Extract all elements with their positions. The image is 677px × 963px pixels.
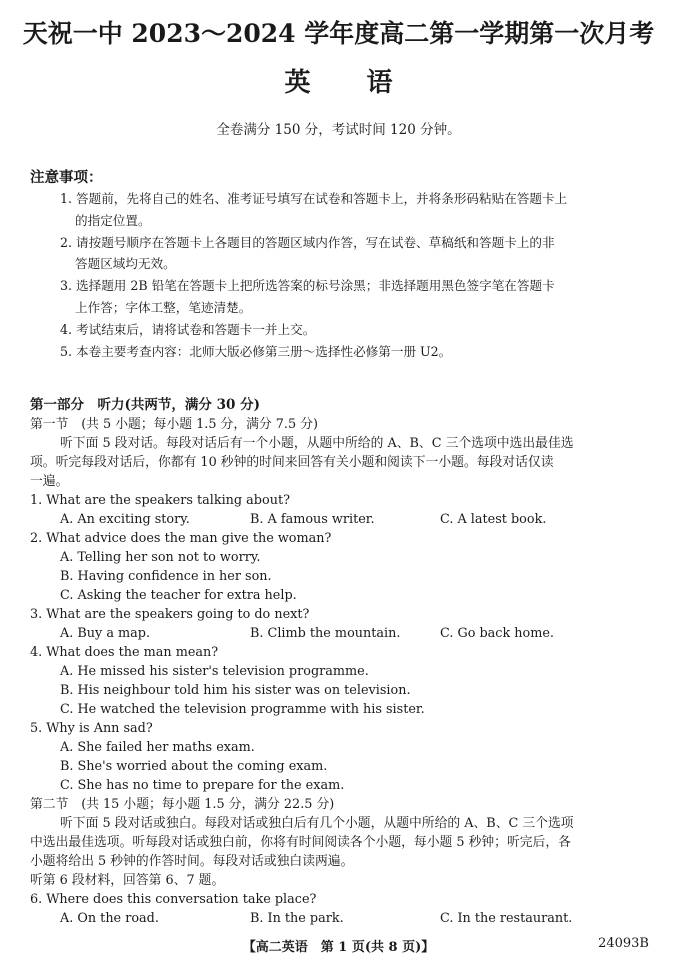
subject-char-1: 英: [284, 68, 311, 98]
paper-code: 24093B: [598, 936, 649, 951]
listening-part: [30, 396, 660, 928]
option-c: C. She has no time to prepare for the exam.: [60, 778, 345, 793]
instruction-line: 听下面 5 段对话或独白。每段对话或独白后有几个小题，从题中所给的 A、B、C 三个选项: [60, 816, 574, 831]
notice-item: [60, 275, 660, 319]
option-a: A. Buy a map.: [60, 626, 151, 641]
subject-title: [0, 62, 677, 99]
option-row: [30, 624, 660, 643]
question-stem: 6. Where does this conversation take place?: [30, 892, 317, 907]
option-row: [30, 909, 660, 928]
option-b: B. Having confidence in her son.: [60, 569, 272, 584]
page-number: 【高二英语 第 1 页(共 8 页)】: [242, 940, 435, 955]
part-heading: 第一部分 听力(共两节，满分 30 分): [30, 397, 260, 413]
option-a: A. An exciting story.: [60, 512, 190, 527]
notice-item: [60, 319, 660, 341]
notice-line: 5. 本卷主要考查内容：北师大版必修第三册～选择性必修第一册 U2。: [60, 343, 452, 359]
question-stem: 3. What are the speakers going to do next?: [30, 607, 310, 622]
notice-line: 2. 请按题号顺序在答题卡上各题目的答题区域内作答，写在试卷、草稿纸和答题卡上的非: [60, 234, 555, 250]
question-stem: 2. What advice does the man give the woman?: [30, 531, 332, 546]
notice-line: 4. 考试结束后，请将试卷和答题卡一并上交。: [60, 321, 316, 337]
notice-line: 3. 选择题用 2B 铅笔在答题卡上把所选答案的标号涂黑；非选择题用黑色签字笔在答题卡: [60, 278, 555, 294]
instruction-line: 中选出最佳选项。听每段对话或独白前，你将有时间阅读各个小题，每小题 5 秒钟；听完后，各: [30, 835, 571, 850]
exam-title: 天祝一中 2023～2024 学年度高二第一学期第一次月考: [22, 19, 655, 48]
notice-line: 答题区域均无效。: [75, 256, 176, 272]
subject-char-2: 语: [366, 68, 393, 98]
notice-line: 的指定位置。: [75, 212, 151, 228]
option-b: B. She's worried about the coming exam.: [60, 759, 328, 774]
option-c: C. A latest book.: [440, 512, 547, 527]
section-heading: 第一节 (共 5 小题；每小题 1.5 分，满分 7.5 分): [30, 417, 318, 432]
notice-item: [60, 188, 660, 232]
section-heading: 第二节 (共 15 小题；每小题 1.5 分，满分 22.5 分): [30, 797, 335, 812]
notice-item: [60, 341, 660, 363]
option-a: A. She failed her maths exam.: [60, 740, 255, 755]
option-c: C. Go back home.: [440, 626, 554, 641]
option-b: B. In the park.: [250, 911, 344, 926]
instruction-line: 一遍。: [30, 474, 69, 489]
option-row: [30, 510, 660, 529]
option-a: A. Telling her son not to worry.: [60, 550, 261, 565]
option-c: C. Asking the teacher for extra help.: [60, 588, 297, 603]
question-stem: 1. What are the speakers talking about?: [30, 493, 290, 508]
material-note: 听第 6 段材料，回答第 6、7 题。: [30, 873, 225, 888]
option-a: A. On the road.: [60, 911, 159, 926]
option-c: C. In the restaurant.: [440, 911, 573, 926]
instruction-line: 项。听完每段对话后，你都有 10 秒钟的时间来回答有关小题和阅读下一小题。每段对话仅读: [30, 455, 554, 470]
question-stem: 5. Why is Ann sad?: [30, 721, 153, 736]
notice-line: 1. 答题前，先将自己的姓名、准考证号填写在试卷和答题卡上，并将条形码粘贴在答题卡上: [60, 191, 568, 206]
question-stem: 4. What does the man mean?: [30, 645, 219, 660]
option-c: C. He watched the television programme with his sister.: [60, 702, 425, 717]
notice-list: [60, 188, 660, 362]
option-b: B. A famous writer.: [250, 512, 375, 527]
score-time-info: 全卷满分 150 分，考试时间 120 分钟。: [216, 122, 461, 138]
notice-heading: 注意事项：: [30, 169, 103, 186]
notice-item: [60, 232, 660, 276]
instruction-line: 听下面 5 段对话。每段对话后有一个小题，从题中所给的 A、B、C 三个选项中选出最佳选: [60, 436, 574, 451]
option-b: B. His neighbour told him his sister was on television.: [60, 683, 411, 698]
instruction-line: 小题将给出 5 秒钟的作答时间。每段对话或独白读两遍。: [30, 854, 354, 869]
option-b: B. Climb the mountain.: [250, 626, 401, 641]
notice-line: 上作答；字体工整，笔迹清楚。: [75, 299, 252, 315]
option-a: A. He missed his sister's television programme.: [60, 664, 369, 679]
